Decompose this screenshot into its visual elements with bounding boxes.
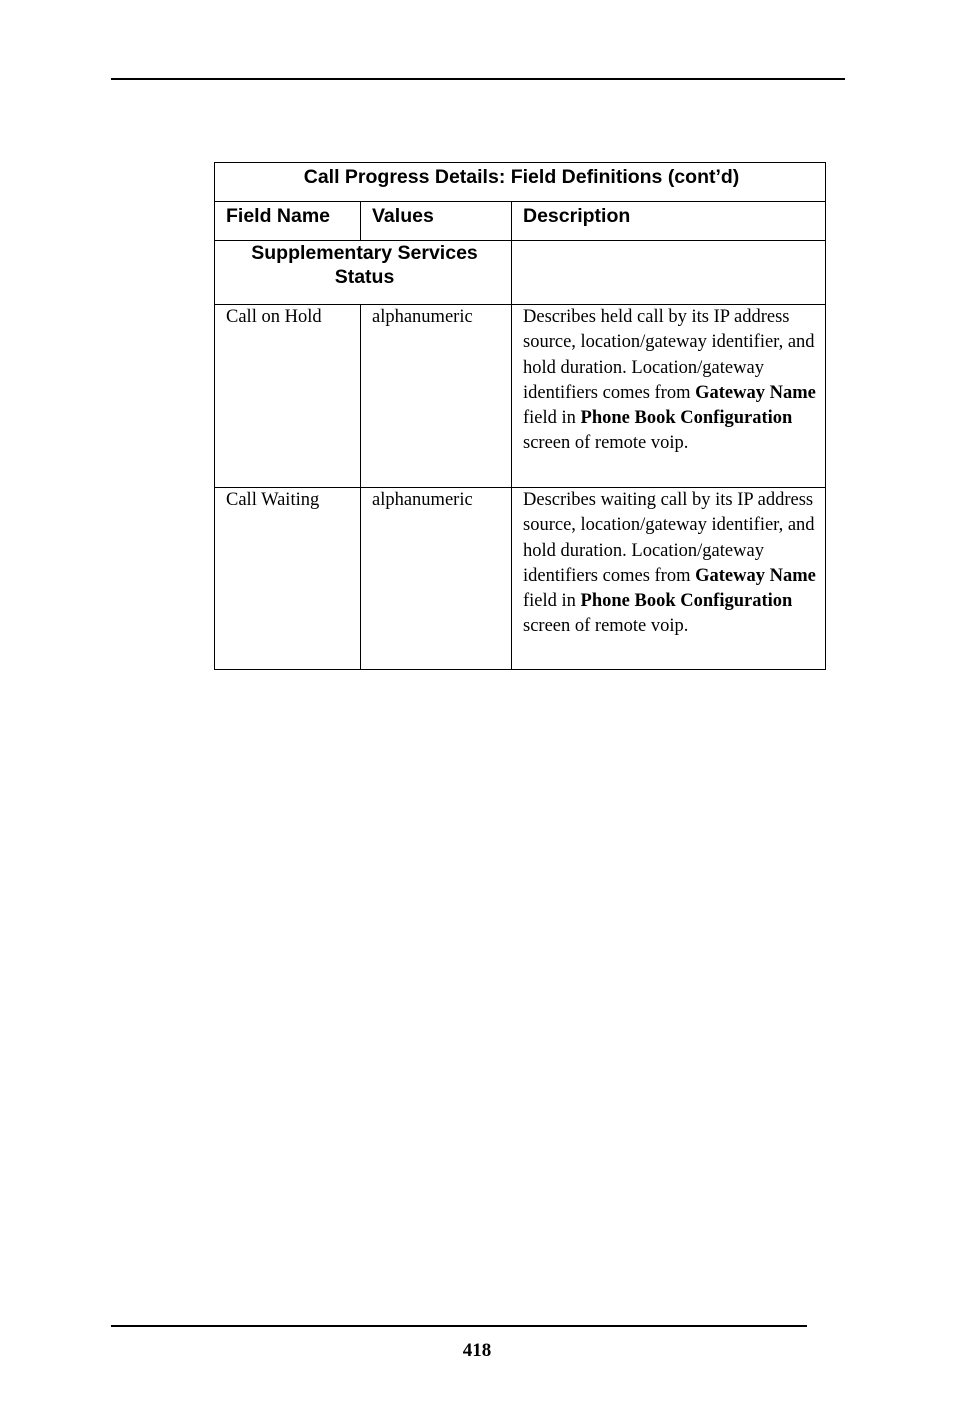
header-description: Description — [512, 202, 826, 241]
desc-end: screen of remote voip. — [523, 433, 689, 454]
desc-mid: field in — [523, 408, 576, 429]
row-field-name: Call on Hold — [215, 305, 361, 488]
table-row — [215, 488, 826, 670]
desc-mid: field in — [523, 591, 576, 612]
header-field-name: Field Name — [215, 202, 361, 241]
footer-rule — [111, 1325, 807, 1327]
header-rule — [111, 78, 845, 80]
desc-field-ref: Gateway Name — [695, 382, 816, 403]
desc-end: screen of remote voip. — [523, 616, 689, 637]
section-empty-cell — [512, 241, 826, 305]
desc-screen-ref: Phone Book Configuration — [580, 408, 793, 429]
row-description — [512, 488, 826, 670]
desc-intro: Describes waiting call by its IP address source, location/gateway identifier, and hold duration. Location/gateway identifiers comes from — [523, 490, 815, 586]
section-row — [215, 241, 826, 305]
row-description — [512, 305, 826, 488]
table-caption: Call Progress Details: Field Definitions (cont’d) — [215, 163, 826, 202]
section-title: Supplementary Services Status — [215, 241, 512, 305]
row-value: alphanumeric — [361, 488, 512, 670]
page-number: 418 — [462, 1340, 492, 1361]
table-row — [215, 305, 826, 488]
table-header-row — [215, 202, 826, 241]
row-field-name: Call Waiting — [215, 488, 361, 670]
table-caption-row — [215, 163, 826, 202]
header-values: Values — [361, 202, 512, 241]
desc-field-ref: Gateway Name — [695, 565, 816, 586]
field-definitions-table — [214, 162, 826, 670]
desc-screen-ref: Phone Book Configuration — [580, 591, 793, 612]
row-value: alphanumeric — [361, 305, 512, 488]
desc-intro: Describes held call by its IP address source, location/gateway identifier, and hold duration. Location/gateway identifiers comes from — [523, 307, 815, 403]
